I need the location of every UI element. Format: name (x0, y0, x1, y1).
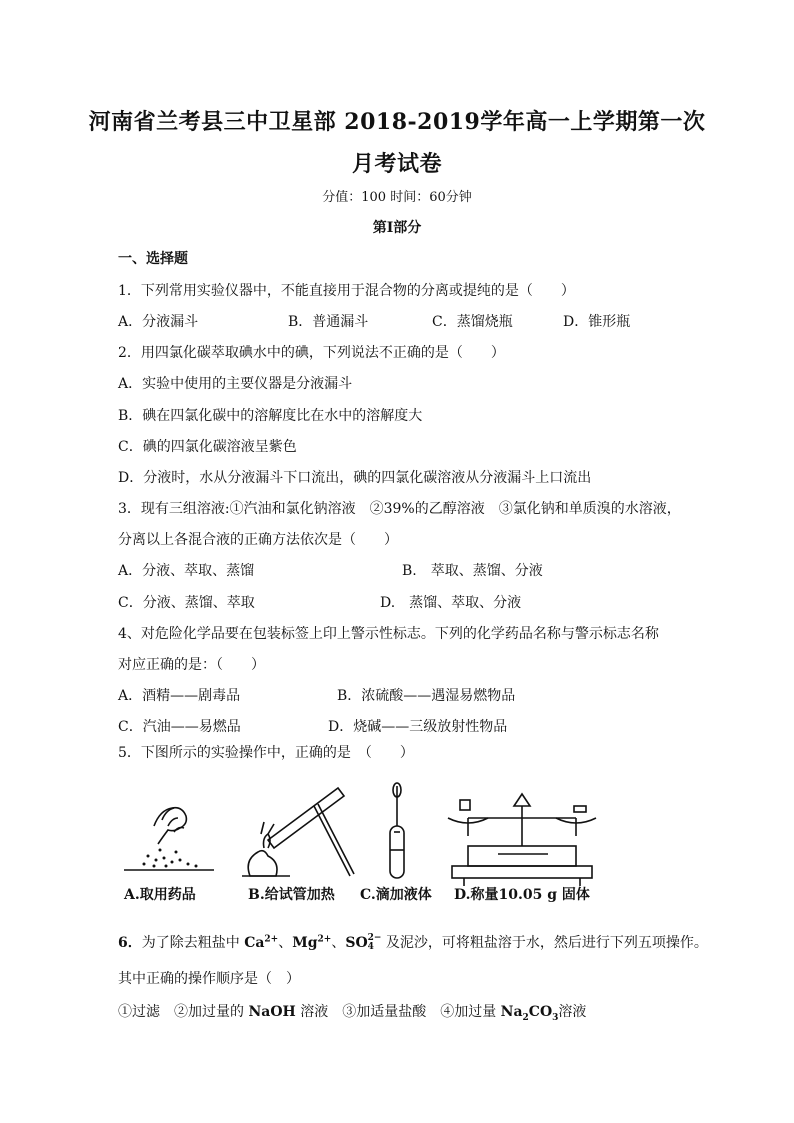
exam-meta: 分值：100 时间：60分钟 (322, 190, 472, 205)
q5-caption-d: D.称量10.05 g 固体 (454, 887, 590, 903)
q3-option-a: A．分液、萃取、蒸馏 (118, 563, 255, 579)
ion-so4: SO (345, 935, 368, 951)
q1-option-c: C．蒸馏烧瓶 (432, 314, 513, 330)
q6-stem-line2: 其中正确的操作顺序是（ ） (118, 971, 300, 987)
q6-stem-line1 (118, 932, 708, 952)
q4-stem-line2: 对应正确的是：（ ） (118, 657, 265, 673)
q6-sep1: 、 (278, 935, 293, 951)
formula-na-sub: 2 (522, 1012, 529, 1023)
balance-scale-image (448, 794, 596, 886)
dropper-into-test-tube-image (390, 783, 404, 878)
formula-naoh: NaOH (248, 1004, 296, 1020)
ion-mg: Mg (292, 935, 318, 951)
ion-ca: Ca (244, 935, 265, 951)
q4-stem-line1: 4、对危险化学品要在包装标签上印上警示性标志。下列的化学药品名称与警示标志名称 (118, 626, 659, 642)
q6-ops-mid: 溶液 ③加适量盐酸 ④加过量 (295, 1004, 501, 1020)
q4-option-d: D．烧碱——三级放射性物品 (328, 719, 508, 735)
q2-option-c: C．碘的四氯化碳溶液呈紫色 (118, 439, 297, 455)
q2-stem: 2．用四氯化碳萃取碘水中的碘，下列说法不正确的是（ ） (118, 345, 505, 361)
q5-caption-c: C.滴加液体 (360, 887, 432, 903)
ion-ca-charge: 2+ (264, 934, 279, 945)
q6-ops-post: 溶液 (558, 1004, 587, 1020)
test-tube-heating-image (242, 788, 354, 876)
q1-stem: 1．下列常用实验仪器中，不能直接用于混合物的分离或提纯的是（ ） (118, 283, 575, 299)
section-heading: 一、选择题 (118, 251, 188, 267)
q4-option-c: C．汽油——易燃品 (118, 719, 241, 735)
exam-title-line1: 河南省兰考县三中卫星部 2018-2019学年高一上学期第一次 (88, 109, 706, 135)
q6-operations (118, 1001, 586, 1023)
q2-option-a: A．实验中使用的主要仪器是分液漏斗 (118, 376, 353, 392)
formula-co: CO (528, 1004, 553, 1020)
q5-caption-b: B.给试管加热 (248, 887, 335, 903)
ion-so4-sub: 4 (367, 942, 374, 952)
formula-na: Na (500, 1004, 523, 1020)
q6-text-pre: 为了除去粗盐中 (141, 935, 245, 951)
q1-option-d: D．锥形瓶 (563, 314, 631, 330)
q1-option-a: A．分液漏斗 (118, 314, 199, 330)
q3-option-d: D. 蒸馏、萃取、分液 (380, 595, 522, 611)
q2-option-b: B．碘在四氯化碳中的溶解度比在水中的溶解度大 (118, 408, 423, 424)
exam-title-line2: 月考试卷 (351, 151, 442, 177)
q3-option-c: C．分液、蒸馏、萃取 (118, 595, 255, 611)
q6-sep2: 、 (331, 935, 346, 951)
q5-caption-a: A.取用药品 (124, 887, 196, 903)
q4-option-b: B．浓硫酸——遇湿易燃物品 (337, 688, 516, 704)
ion-mg-charge: 2+ (317, 934, 332, 945)
q6-number: 6． (118, 935, 142, 951)
hand-taking-reagent-image (124, 808, 214, 870)
q5-stem: 5．下图所示的实验操作中，正确的是 （ ） (118, 745, 414, 761)
part-heading: 第Ⅰ部分 (372, 220, 422, 236)
q3-stem-line2: 分离以上各混合液的正确方法依次是（ ） (118, 532, 398, 548)
q3-stem-line1: 3．现有三组溶液:①汽油和氯化钠溶液 ②39%的乙醇溶液 ③氯化钠和单质溴的水溶液， (118, 501, 681, 517)
q4-option-a: A．酒精——剧毒品 (118, 688, 241, 704)
q2-option-d: D．分液时，水从分液漏斗下口流出，碘的四氯化碳溶液从分液漏斗上口流出 (118, 470, 592, 486)
ion-so4-charge: 2− (367, 933, 382, 943)
q6-ops-pre: ①过滤 ②加过量的 (118, 1004, 249, 1020)
formula-co-sub: 3 (552, 1012, 559, 1023)
q3-option-b: B. 萃取、蒸馏、分液 (402, 563, 543, 579)
q6-text-post: 及泥沙，可将粗盐溶于水，然后进行下列五项操作。 (381, 935, 708, 951)
q1-option-b: B．普通漏斗 (288, 314, 369, 330)
